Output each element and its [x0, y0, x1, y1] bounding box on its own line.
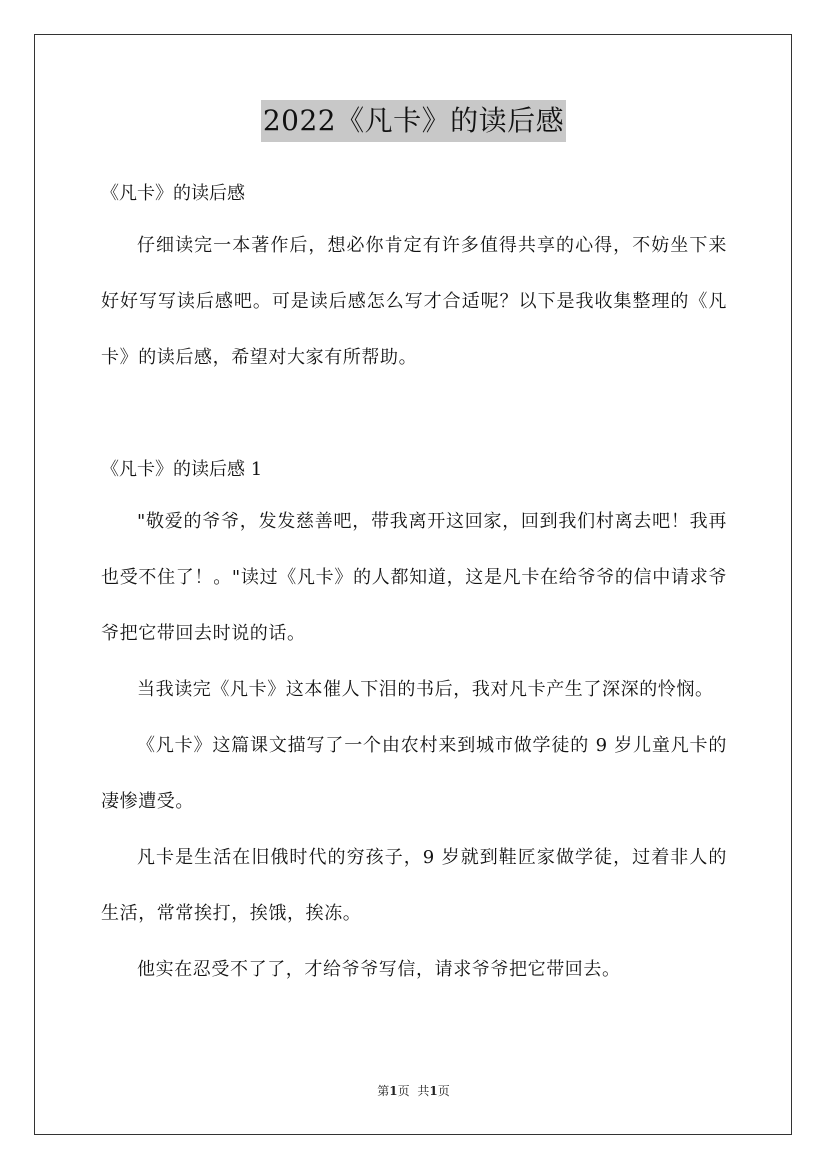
body-paragraph: 凡卡是生活在旧俄时代的穷孩子，9 岁就到鞋匠家做学徒，过着非人的生活，常常挨打，挨饿，挨冻。 — [101, 847, 727, 924]
intro-paragraph: 仔细读完一本著作后，想必你肯定有许多值得共享的心得，不妨坐下来好好写写读后感吧。可是读后感怎么写才合适呢？以下是我收集整理的《凡卡》的读后感，希望对大家有所帮助。 — [101, 235, 727, 368]
page-unit: 页 — [397, 1084, 410, 1098]
body-paragraph: 《凡卡》这篇课文描写了一个由农村来到城市做学徒的 9 岁儿童凡卡的凄惨遭受。 — [101, 735, 727, 812]
total-pages: 1 — [429, 1084, 438, 1098]
section-heading: 《凡卡》的读后感 1 — [101, 459, 263, 480]
body-paragraph: "敬爱的爷爷，发发慈善吧，带我离开这回家，回到我们村离去吧！我再也受不住了！。"读过《凡卡》的人都知道，这是凡卡在给爷爷的信中请求爷爷把它带回去时说的话。 — [101, 511, 727, 644]
page-prefix: 第 — [377, 1084, 390, 1098]
page-footer — [0, 1082, 827, 1099]
page-number: 1 — [389, 1084, 398, 1098]
document-title: 2022《凡卡》的读后感 — [261, 100, 566, 142]
body-paragraph: 当我读完《凡卡》这本催人下泪的书后，我对凡卡产生了深深的怜悯。 — [137, 679, 714, 700]
document-body — [101, 170, 727, 998]
title-container — [0, 100, 827, 142]
subtitle: 《凡卡》的读后感 — [101, 183, 245, 204]
section-gap — [101, 386, 727, 446]
total-unit: 页 — [437, 1084, 450, 1098]
body-paragraph: 他实在忍受不了了，才给爷爷写信，请求爷爷把它带回去。 — [137, 959, 621, 980]
total-prefix: 共 — [417, 1084, 430, 1098]
